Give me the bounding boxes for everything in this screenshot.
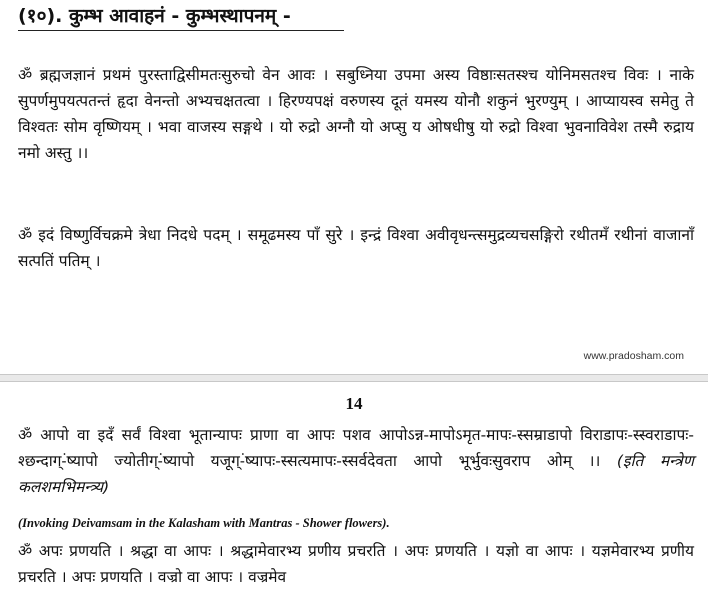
website-footer: www.pradosham.com: [583, 350, 684, 362]
section-heading: (१०). कुम्भ आवाहनं - कुम्भस्थापनम् -: [18, 5, 291, 27]
mantra-text-3: ॐ आपो वा इदँ सर्वं विश्वा भूतान्यापः प्राणा वा आपः पशव आपोऽन्न-मापोऽमृत-मापः-स्सम्राडापो विराडापः-स्स्वराडापः-श्छन्दाग्-ंष्यापो ज्योतीग्-ंष्यापो यजूग्-ंष्यापः-स्सत्यमापः-स्सर्वदेवता आपो भूर्भुवःसुवराप ओम् ।।: [18, 426, 694, 470]
heading-underline: [18, 30, 344, 31]
mantra-note: (इति मन्त्रेण कलशमभिमन्त्र्य): [18, 452, 694, 496]
page-number: 14: [345, 394, 363, 413]
mantra-paragraph-4: ॐ अपः प्रणयति । श्रद्धा वा आपः । श्रद्धामेवारभ्य प्रणीय प्रचरति । अपः प्रणयति । यज्ञो वा आपः । यज्ञमेवारभ्य प्रणीय प्रचरति । अपः प्रणयति । वज्रो वा आपः । वज्रमेव: [18, 542, 694, 586]
document-page-lower: [0, 382, 708, 600]
page-separator: [0, 374, 708, 382]
mantra-paragraph-3: [18, 422, 694, 500]
mantra-paragraph-1: ॐ ब्रह्मजज्ञानं प्रथमं पुरस्ताद्विसीमतःसुरुचो वेन आवः । सबुध्निया उपमा अस्य विष्ठाःसतस्श्च योनिमसतश्च विवः । नाके सुपर्णमुपयत्पतन्तं हृदा वेनन्तो अभ्यचक्षतत्वा । हिरण्यपक्षं वरुणस्य दूतं यमस्य योनौ शकुनं भुरण्युम् । आप्यायस्व समेतु ते विश्वतः सोम वृष्णियम् । भवा वाजस्य सङ्गथे । यो रुद्रो अग्नौ यो अप्सु य ओषधीषु यो रुद्रो विश्वा भुवनाविवेश तस्मै रुद्राय नमो अस्तु ।।: [18, 66, 694, 162]
english-instruction: (Invoking Deivamsam in the Kalasham with Mantras - Shower flowers).: [18, 516, 390, 530]
mantra-paragraph-2: ॐ इदं विष्णुर्विचक्रमे त्रेधा निदधे पदम् । समूढमस्य पाँ सुरे । इन्द्रं विश्वा अवीवृधन्त्समुद्रव्यचसङ्गिरो रथीतमँ रथीनां वाजानाँ सत्पतिं पतिम् ।: [18, 226, 694, 270]
